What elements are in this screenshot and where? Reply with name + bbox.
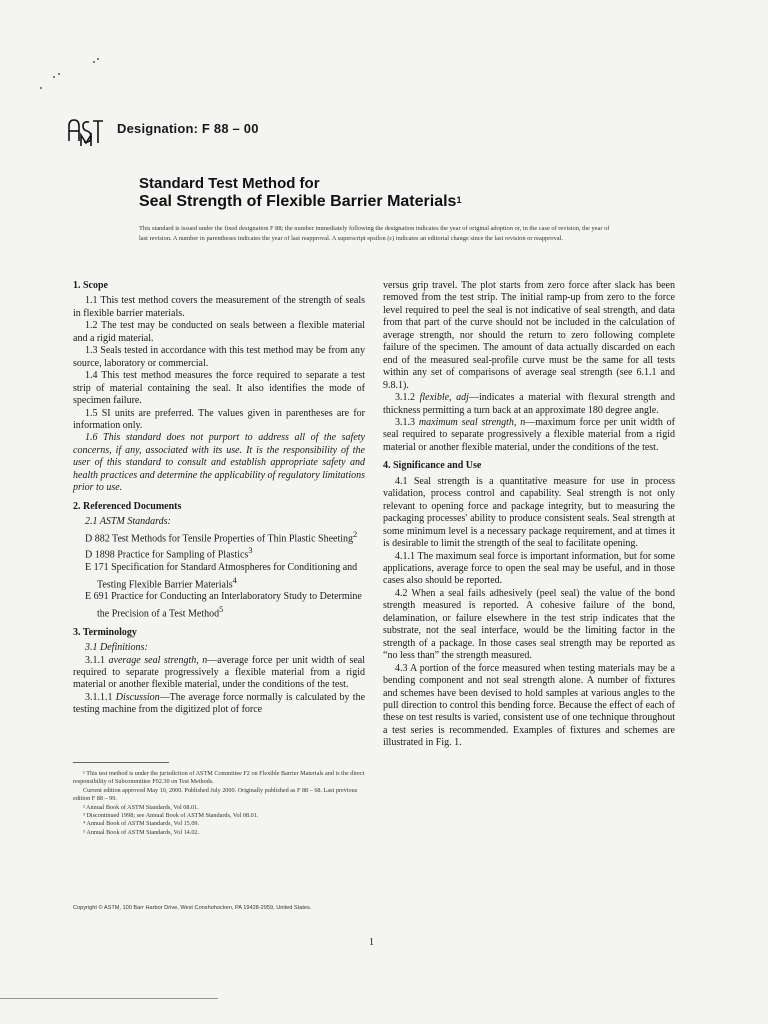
paragraph-3-1-2 <box>383 392 675 417</box>
issuance-note: This standard is issued under the fixed designation F 88; the number immediately following the designation indicates the year of original adoption or, in the case of revision, the year of last revision. A number in parentheses indicates the year of last reapproval. A superscript epsilon (ε) indicates an editorial change since the last revision or reapproval. <box>139 225 610 242</box>
right-column <box>383 280 675 750</box>
defined-term: average seal strength, n <box>108 654 208 666</box>
definition-text: —maximum force per unit width of seal required to separate progressively a flexible material from a rigid material or another flexible material, under the conditions of the test. <box>383 416 675 453</box>
bottom-divider <box>0 998 218 999</box>
document-title <box>139 175 461 211</box>
scan-speck <box>58 73 60 75</box>
defined-term: flexible, adj <box>419 392 469 404</box>
footnote-5: ⁵ Annual Book of ASTM Standards, Vol 14.02. <box>83 828 200 836</box>
definition-text: —average force per unit width of seal required to separate progressively a flexible material from a rigid material or another flexible material, under the conditions of the test. <box>73 654 365 691</box>
reference-text: D 882 Test Methods for Tensile Properties of Thin Plastic Sheeting <box>85 532 354 544</box>
paragraph-1-4: 1.4 This test method measures the force required to separate a test strip of material containing the seal. It also identifies the mode of specimen failure. <box>73 370 365 407</box>
footnote-1: ¹ This test method is under the jurisdiction of ASTM Committee F2 on Flexible Barrier Materials and is the direct responsibility of Subcommittee F02.30 on Test Methods. <box>73 770 365 786</box>
section-heading-referenced-documents: 2. Referenced Documents <box>73 500 182 512</box>
page-number: 1 <box>369 937 374 948</box>
left-column <box>73 280 365 717</box>
reference-d1898 <box>85 545 365 562</box>
paragraph-2-1: 2.1 ASTM Standards: <box>85 516 171 528</box>
footnote-2: ² Annual Book of ASTM Standards, Vol 08.01. <box>83 803 199 811</box>
paragraph-4-2: 4.2 When a seal fails adhesively (peel seal) the value of the bond strength measured is reported. A cohesive failure of the bond, delamination, or failure elsewhere in the test strip indicates that the substrate, not the seal interface, would be the limiting factor in the strength of a package. In those cases seal strength may be reported as “no less than” the strength measured. <box>383 587 675 662</box>
paragraph-1-6: 1.6 This standard does not purport to address all of the safety concerns, if any, associated with its use. It is the responsibility of the user of this standard to consult and establish appropriate safety and health practices and determine the applicability of regulatory limitations prior to use. <box>73 432 365 494</box>
reference-text: E 171 Specification for Standard Atmospheres for Conditioning and Testing Flexible Barrier Materials <box>85 562 358 590</box>
section-heading-significance: 4. Significance and Use <box>383 460 482 472</box>
clause-number: 3.1.1 <box>85 654 105 666</box>
scan-speck <box>40 87 42 89</box>
footnote-divider <box>73 762 169 763</box>
footnote-1-edition: Current edition approved May 10, 2000. Published July 2000. Originally published as F 88 – 68. Last previous edition F 88 – 99. <box>73 786 358 803</box>
clause-number: 3.1.1.1 <box>85 691 113 703</box>
paragraph-4-3: 4.3 A portion of the force measured when testing materials may be a bending component and not seal strength alone. A number of fixtures and schemes have been devised to hold samples at various angles to the pull direction to control this bending force. Because the effect of each of these on test results is varied, consistent use of one technique throughout a test series is recommended. Examples of fixtures and schemes are illustrated in Fig. 1. <box>383 662 675 749</box>
reference-e171 <box>85 562 365 591</box>
paragraph-3-1-3 <box>383 417 675 454</box>
section-heading-terminology: 3. Terminology <box>73 626 137 638</box>
reference-note: 4 <box>232 575 237 585</box>
scan-speck <box>93 61 95 63</box>
astm-logo-icon <box>66 116 106 150</box>
paragraph-3-1-1-1 <box>73 692 365 717</box>
reference-text: D 1898 Practice for Sampling of Plastics <box>85 549 249 561</box>
scan-speck <box>97 58 99 60</box>
paragraph-4-1: 4.1 Seal strength is a quantitative measure for use in process validation, process control and capability. Seal strength is not only relevant to opening force and package integrity, but to measuring the packaging processes' ability to produce consistent seals. Seal strength at some minimum level is a necessary package requirement, and at times it is desirable to limit the strength of the seal to facilitate opening. <box>383 475 675 550</box>
paragraph-3-1-1 <box>73 655 365 692</box>
paragraph-continued: versus grip travel. The plot starts from zero force after slack has been removed from the test strip. The initial ramp-up from zero to the force level required to peel the seal is not indicative of seal strength, and data from that part of the curve should not be included in the calculation of average strength, nor should the return to zero following complete failure of the specimen. The amount of data actually discarded on each end of the measured seal-profile curve must be the same for all tests within any set of comparisons of average seal strength (see 6.1.1 and 9.8.1). <box>383 280 675 391</box>
discussion-label: Discussion <box>115 691 160 703</box>
footnotes <box>73 770 365 837</box>
paragraph-1-3: 1.3 Seals tested in accordance with this test method may be from any source, laboratory or commercial. <box>73 345 365 369</box>
reference-text: E 691 Practice for Conducting an Interlaboratory Study to Determine the Precision of a Test Method <box>85 591 362 620</box>
section-heading-scope: 1. Scope <box>73 280 108 291</box>
title-line-2 <box>139 193 461 211</box>
clause-number: 3.1.2 <box>395 392 415 404</box>
paragraph-3-1: 3.1 Definitions: <box>85 642 148 654</box>
paragraph-1-2: 1.2 The test may be conducted on seals between a flexible material and a rigid material. <box>73 320 365 344</box>
defined-term: maximum seal strength, n <box>418 416 526 428</box>
copyright-notice: Copyright © ASTM, 100 Barr Harbor Drive, West Conshohocken, PA 19428-2959, United States. <box>73 905 312 911</box>
scan-speck <box>53 76 55 78</box>
designation: Designation: F 88 – 00 <box>117 121 259 136</box>
title-main: Seal Strength of Flexible Barrier Materials <box>139 193 457 210</box>
reference-note: 5 <box>219 604 224 614</box>
paragraph-1-1: 1.1 This test method covers the measurement of the strength of seals in flexible barrier materials. <box>73 295 365 319</box>
reference-e691 <box>85 591 365 620</box>
title-line-1: Standard Test Method for <box>139 175 320 192</box>
paragraph-1-5: 1.5 SI units are preferred. The values given in parentheses are for information only. <box>73 407 365 431</box>
clause-number: 3.1.3 <box>395 416 415 428</box>
footnote-4: ⁴ Annual Book of ASTM Standards, Vol 15.09. <box>83 820 200 828</box>
reference-note: 2 <box>353 529 358 539</box>
title-footnote-mark: 1 <box>456 195 462 205</box>
footnote-3: ³ Discontinued 1998; see Annual Book of ASTM Standards, Vol 08.01. <box>83 812 259 820</box>
paragraph-4-1-1: 4.1.1 The maximum seal force is important information, but for some applications, average force to open the seal may be useful, and in those cases also should be reported. <box>383 550 675 587</box>
reference-note: 3 <box>248 546 253 556</box>
discussion-text: —The average force normally is calculated by the testing machine from the digitized plot of force <box>73 691 366 716</box>
reference-d882 <box>85 529 365 546</box>
definition-text: —indicates a material with flexural strength and thickness permitting a turn back at an approximate 180 degree angle. <box>383 392 675 416</box>
